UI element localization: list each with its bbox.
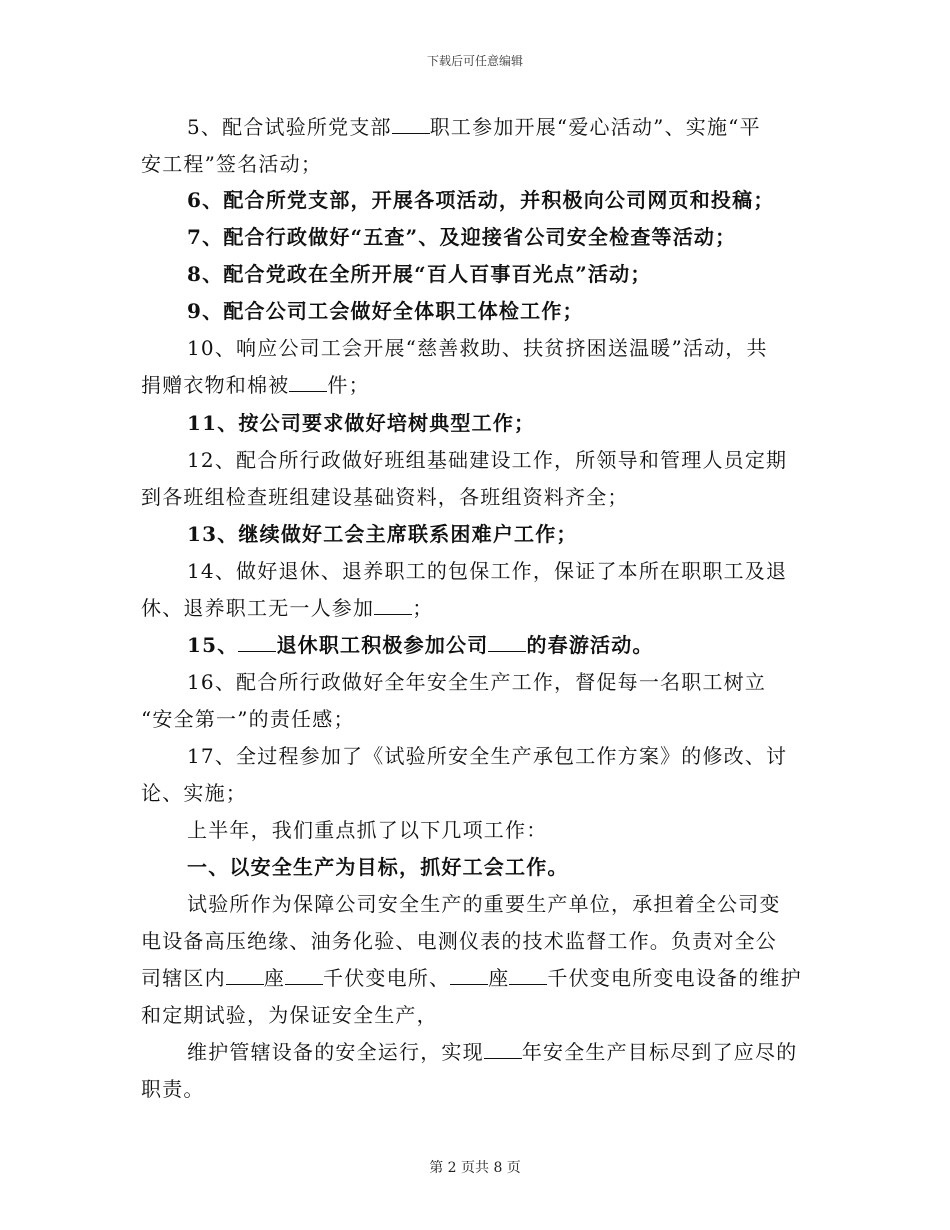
line-text: 试验所作为保障公司安全生产的重要生产单位，承担着全公司变 xyxy=(187,892,781,916)
fill-in-blank xyxy=(509,966,547,985)
line-text: 的春游活动。 xyxy=(526,633,654,657)
paragraph-line xyxy=(187,262,867,286)
paragraph-line xyxy=(187,336,867,360)
line-text: 安工程”签名活动； xyxy=(141,152,323,176)
fill-in-blank xyxy=(374,596,412,615)
paragraph-line xyxy=(141,966,821,990)
paragraph-line xyxy=(187,225,867,249)
paragraph-line xyxy=(187,188,867,212)
fill-in-blank xyxy=(289,373,327,392)
line-text: 年安全生产目标尽到了应尽的 xyxy=(521,1040,798,1064)
line-text: 和定期试验，为保证安全生产， xyxy=(141,1003,438,1027)
line-text: “安全第一”的责任感； xyxy=(141,707,355,731)
line-text: 10、响应公司工会开展“慈善救助、扶贫挤困送温暖”活动，共 xyxy=(187,336,768,360)
paragraph-line xyxy=(187,115,867,139)
line-text: 上半年，我们重点抓了以下几项工作： xyxy=(187,818,548,842)
paragraph-line xyxy=(187,670,867,694)
line-text: 座 xyxy=(263,966,286,990)
line-text: 17、全过程参加了《试验所安全生产承包工作方案》的修改、讨 xyxy=(187,744,788,768)
paragraph-line xyxy=(187,818,867,842)
line-text: 司辖区内 xyxy=(141,966,226,990)
paragraph-line xyxy=(187,744,867,768)
line-text: 16、配合所行政做好全年安全生产工作，督促每一名职工树立 xyxy=(187,670,767,694)
fill-in-blank xyxy=(488,633,526,652)
line-text: 职工参加开展“爱心活动”、实施“平 xyxy=(429,115,761,139)
line-text: 到各班组检查班组建设基础资料，各班组资料齐全； xyxy=(141,485,629,509)
line-text: 职责。 xyxy=(141,1077,205,1101)
line-text: 9、配合公司工会做好全体职工体检工作； xyxy=(187,299,584,323)
line-text: 15、 xyxy=(187,633,239,657)
paragraph-line xyxy=(187,855,867,879)
paragraph-line xyxy=(141,152,821,176)
page-header: 下载后可任意编辑 xyxy=(426,54,523,68)
paragraph-line xyxy=(141,1077,821,1101)
paragraph-line xyxy=(141,596,821,620)
line-text: 件； xyxy=(327,373,370,397)
line-text: 11、按公司要求做好培树典型工作； xyxy=(187,411,536,435)
line-text: 7、配合行政做好“五查”、及迎接省公司安全检查等活动； xyxy=(187,225,737,249)
line-text: 座 xyxy=(488,966,510,990)
line-text: 14、做好退休、退养职工的包保工作，保证了本所在职职工及退 xyxy=(187,559,788,583)
fill-in-blank xyxy=(226,966,264,985)
line-text: 5、配合试验所党支部 xyxy=(187,115,392,139)
page-footer: 第 2 页共 8 页 xyxy=(429,1160,521,1176)
fill-in-blank xyxy=(392,115,430,134)
paragraph-line xyxy=(187,522,867,546)
paragraph-line xyxy=(141,781,821,805)
line-text: 休、退养职工无一人参加 xyxy=(141,596,375,620)
paragraph-line xyxy=(187,411,867,435)
paragraph-line xyxy=(187,892,867,916)
fill-in-blank xyxy=(484,1040,522,1059)
line-text: 12、配合所行政做好班组基础建设工作，所领导和管理人员定期 xyxy=(187,448,788,472)
line-text: 千伏变电所变电设备的维护 xyxy=(547,966,802,990)
line-text: 电设备高压绝缘、油务化验、电测仪表的技术监督工作。负责对全公 xyxy=(141,929,777,953)
fill-in-blank xyxy=(450,966,488,985)
fill-in-blank xyxy=(285,966,323,985)
line-text: 一、以安全生产为目标，抓好工会工作。 xyxy=(187,855,569,879)
paragraph-line xyxy=(187,448,867,472)
paragraph-line xyxy=(141,1003,821,1027)
line-text: 捐赠衣物和棉被 xyxy=(141,373,290,397)
paragraph-line xyxy=(187,1040,867,1064)
line-text: 13、继续做好工会主席联系困难户工作； xyxy=(187,522,578,546)
paragraph-line xyxy=(187,633,867,657)
line-text: 退休职工积极参加公司 xyxy=(276,633,489,657)
line-text: 维护管辖设备的安全运行，实现 xyxy=(187,1040,484,1064)
paragraph-line xyxy=(141,929,821,953)
paragraph-line xyxy=(187,299,867,323)
line-text: 8、配合党政在全所开展“百人百事百光点”活动； xyxy=(187,262,652,286)
line-text: 千伏变电所、 xyxy=(323,966,451,990)
paragraph-line xyxy=(187,559,867,583)
line-text: 6、配合所党支部，开展各项活动，并积极向公司网页和投稿； xyxy=(187,188,775,212)
paragraph-line xyxy=(141,485,821,509)
fill-in-blank xyxy=(238,633,276,652)
line-text: 论、实施； xyxy=(141,781,247,805)
paragraph-line xyxy=(141,373,821,397)
line-text: ； xyxy=(412,596,434,620)
paragraph-line xyxy=(141,707,821,731)
